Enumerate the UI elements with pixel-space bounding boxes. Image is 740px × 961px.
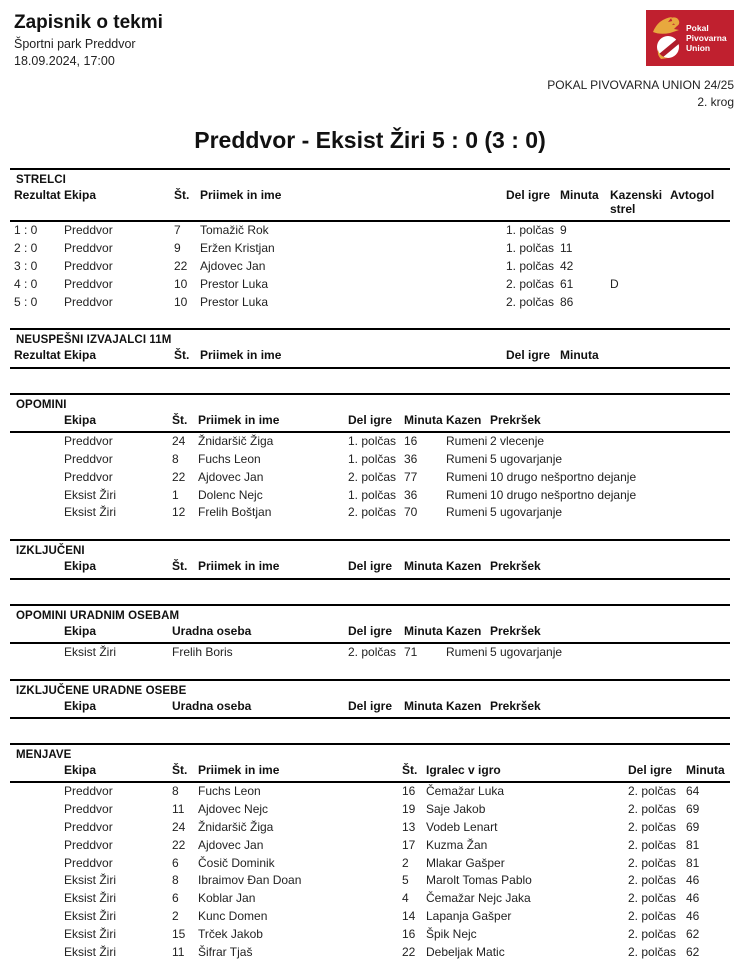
col-kazen: Kazen [446, 412, 482, 427]
col-prekrsek: Prekršek [490, 623, 541, 638]
cell-ekipa: Eksist Žiri [64, 505, 116, 520]
cell-minuta: 69 [686, 802, 700, 817]
cell-ekipa: Preddvor [64, 469, 113, 484]
cell-igralec: Čemažar Luka [426, 784, 505, 799]
cell-ekipa: Preddvor [64, 451, 113, 466]
strelci-table [10, 187, 730, 312]
opomini-row [10, 487, 730, 505]
cell-spacer [10, 908, 60, 926]
col-minuta: Minuta [404, 412, 443, 427]
cell-igralec: Mlakar Gašper [426, 855, 505, 870]
cell-minuta: 16 [404, 434, 418, 449]
col-spacer [10, 558, 60, 578]
cell-del-igre: 1. polčas [348, 434, 397, 449]
cell-st: 24 [172, 820, 186, 835]
cell-igralec: Debeljak Matic [426, 944, 505, 959]
cell-igralec: Vodeb Lenart [426, 820, 498, 835]
cell-rezultat: 2 : 0 [14, 241, 38, 256]
cell-ekipa: Preddvor [64, 802, 113, 817]
col-kazen: Kazen [446, 559, 482, 574]
col-prekrsek: Prekršek [490, 559, 541, 574]
col-st: Št. [174, 348, 190, 363]
menjave-row [10, 908, 730, 926]
cell-minuta: 46 [686, 873, 700, 888]
col-ekipa: Ekipa [64, 348, 97, 363]
cell-st: 9 [174, 241, 181, 256]
cell-kazenski-strel [606, 258, 666, 276]
cell-ekipa: Preddvor [64, 784, 113, 799]
cell-spacer [10, 469, 60, 487]
cell-del-igre: 2. polčas [628, 837, 677, 852]
logo-word-3: Union [686, 43, 711, 53]
col-avtogol: Avtogol [670, 187, 715, 202]
cell-del-igre: 2. polčas [628, 855, 677, 870]
cell-st: 8 [172, 784, 179, 799]
strelci-header-row [10, 187, 730, 222]
cell-del-igre: 2. polčas [628, 909, 677, 924]
col-minuta: Minuta [686, 763, 725, 778]
logo-word-1: Pokal [686, 23, 709, 33]
page-header [0, 0, 740, 111]
cell-st2: 14 [402, 909, 416, 924]
cell-minuta: 36 [404, 487, 418, 502]
cell-minuta: 36 [404, 451, 418, 466]
cell-st: 24 [172, 434, 186, 449]
cell-del-igre: 2. polčas [506, 276, 555, 291]
cell-minuta: 70 [404, 505, 418, 520]
cell-st: 10 [174, 294, 188, 309]
cell-st: 8 [172, 873, 179, 888]
cell-minuta: 46 [686, 909, 700, 924]
col-st: Št. [174, 187, 190, 202]
section-izkljuceni [10, 539, 730, 579]
cell-st2: 22 [402, 944, 416, 959]
menjave-row [10, 890, 730, 908]
col-del-igre: Del igre [348, 698, 393, 713]
cell-priimek: Žnidaršič Žiga [198, 820, 274, 835]
cell-ekipa: Eksist Žiri [64, 909, 116, 924]
strelci-row [10, 276, 730, 294]
cell-st2: 16 [402, 784, 416, 799]
cell-st2: 16 [402, 926, 416, 941]
cell-rezultat: 4 : 0 [14, 276, 38, 291]
col-spacer [10, 623, 60, 643]
opomini-header-row [10, 412, 730, 432]
cell-ekipa: Preddvor [64, 855, 113, 870]
strelci-row [10, 240, 730, 258]
col-kazen: Kazen [446, 698, 482, 713]
cell-minuta: 62 [686, 926, 700, 941]
cell-igralec: Kuzma Žan [426, 837, 488, 852]
menjave-row [10, 801, 730, 819]
cell-spacer [10, 504, 60, 522]
opomini-uradnim-header-row [10, 623, 730, 643]
cell-st: 11 [172, 944, 185, 959]
cell-priimek: Trček Jakob [198, 926, 263, 941]
cell-priimek: Fuchs Leon [198, 784, 261, 799]
cell-spacer [10, 643, 60, 662]
cell-igralec: Špik Nejc [426, 926, 477, 941]
col-del-igre: Del igre [348, 412, 393, 427]
cell-minuta: 9 [560, 223, 567, 238]
cell-minuta: 81 [686, 837, 700, 852]
col-del-igre: Del igre [348, 623, 393, 638]
cell-kazen: Rumeni [446, 487, 488, 502]
cell-kazen: Rumeni [446, 644, 488, 659]
cell-priimek: Tomažič Rok [200, 223, 269, 238]
opomini-row [10, 451, 730, 469]
col-st: Št. [172, 559, 188, 574]
col-priimek: Priimek in ime [200, 348, 282, 363]
section-title-opomini-uradnim: OPOMINI URADNIM OSEBAM [16, 609, 180, 622]
cell-st: 8 [172, 451, 179, 466]
col-priimek: Priimek in ime [198, 412, 280, 427]
pivovarna-union-logo [646, 10, 734, 71]
cell-spacer [10, 801, 60, 819]
cell-priimek: Žnidaršič Žiga [198, 434, 274, 449]
cell-minuta: 62 [686, 944, 700, 959]
col-uradna: Uradna oseba [172, 623, 252, 638]
logo-graphic [646, 10, 734, 66]
cell-igralec: Čemažar Nejc Jaka [426, 891, 531, 906]
section-neuspesni-11m [10, 328, 730, 368]
col-kazen: Kazen [446, 623, 482, 638]
cell-minuta: 86 [560, 294, 574, 309]
cell-ekipa: Preddvor [64, 241, 113, 256]
izkljucene-uradne-table [10, 698, 730, 719]
menjave-row [10, 872, 730, 890]
document-title: Zapisnik o tekmi [14, 12, 163, 33]
cell-del-igre: 1. polčas [348, 487, 397, 502]
cell-st: 22 [172, 837, 186, 852]
cell-spacer [10, 855, 60, 873]
menjave-row [10, 926, 730, 944]
cell-del-igre: 2. polčas [628, 784, 677, 799]
cell-prekrsek: 2 vlecenje [490, 434, 545, 449]
cell-uradna: Frelih Boris [172, 644, 233, 659]
cell-spacer [10, 432, 60, 451]
opomini-uradnim-table [10, 623, 730, 662]
izkljuceni-header-row [10, 558, 730, 578]
col-priimek: Priimek in ime [200, 187, 282, 202]
neuspesni-header-row [10, 347, 730, 367]
col-minuta: Minuta [560, 187, 599, 202]
cell-rezultat: 1 : 0 [14, 223, 38, 238]
cell-kazenski-strel [606, 294, 666, 312]
cell-rezultat: 3 : 0 [14, 258, 38, 273]
logo-word-2: Pivovarna [686, 33, 727, 43]
col-ekipa: Ekipa [64, 559, 97, 574]
cell-spacer [10, 890, 60, 908]
col-del-igre: Del igre [506, 187, 551, 202]
cell-kazen: Rumeni [446, 505, 488, 520]
cell-priimek: Čosič Dominik [198, 855, 275, 870]
venue-text: Športni park Preddvor [14, 36, 136, 51]
cell-del-igre: 2. polčas [348, 505, 397, 520]
col-rezultat: Rezultat [14, 348, 61, 363]
cell-priimek: Koblar Jan [198, 891, 256, 906]
cell-minuta: 11 [560, 241, 573, 256]
cell-spacer [10, 944, 60, 961]
cell-ekipa: Eksist Žiri [64, 873, 116, 888]
cell-priimek: Šifrar Tjaš [198, 944, 253, 959]
menjave-header-row [10, 762, 730, 782]
competition-name: POKAL PIVOVARNA UNION 24/25 [547, 78, 734, 92]
cell-spacer [10, 782, 60, 801]
section-title-strelci: STRELCI [16, 173, 66, 186]
cell-st2: 2 [402, 855, 409, 870]
cell-spacer [10, 837, 60, 855]
cell-st: 12 [172, 505, 186, 520]
cell-rezultat: 5 : 0 [14, 294, 38, 309]
cell-minuta: 64 [686, 784, 700, 799]
col-st2: Št. [402, 763, 418, 778]
cell-avtogol [666, 240, 730, 258]
menjave-row [10, 819, 730, 837]
cell-ekipa: Preddvor [64, 294, 113, 309]
cell-st: 6 [172, 855, 179, 870]
cell-igralec: Marolt Tomas Pablo [426, 873, 532, 888]
section-izkljucene-uradne [10, 679, 730, 719]
header-left [14, 10, 163, 111]
section-title-opomini: OPOMINI [16, 398, 67, 411]
col-ekipa: Ekipa [64, 187, 97, 202]
cell-prekrsek: 5 ugovarjanje [490, 505, 563, 520]
cell-kazen: Rumeni [446, 434, 488, 449]
cell-ekipa: Preddvor [64, 223, 113, 238]
cell-st: 7 [174, 223, 181, 238]
section-strelci [10, 168, 730, 312]
cell-ekipa: Preddvor [64, 820, 113, 835]
cell-ekipa: Eksist Žiri [64, 944, 116, 959]
cell-priimek: Ajdovec Jan [200, 258, 266, 273]
cell-spacer [10, 451, 60, 469]
section-title-neuspesni: NEUSPEŠNI IZVAJALCI 11M [16, 334, 172, 347]
cell-del-igre: 2. polčas [348, 644, 397, 659]
cell-del-igre: 1. polčas [348, 451, 397, 466]
col-prekrsek: Prekršek [490, 412, 541, 427]
section-title-izkljuceni: IZKLJUČENI [16, 545, 85, 558]
cell-igralec: Saje Jakob [426, 802, 486, 817]
cell-ekipa: Preddvor [64, 837, 113, 852]
cell-spacer [10, 872, 60, 890]
cell-avtogol [666, 276, 730, 294]
cell-spacer [10, 819, 60, 837]
cell-ekipa: Eksist Žiri [64, 487, 116, 502]
col-prekrsek: Prekršek [490, 698, 541, 713]
cell-kazenski-strel [606, 221, 666, 240]
cell-priimek: Ajdovec Jan [198, 469, 264, 484]
izkljuceni-table [10, 558, 730, 579]
cell-ekipa: Eksist Žiri [64, 644, 116, 659]
cell-prekrsek: 10 drugo nešportno dejanje [490, 469, 637, 484]
cell-ekipa: Eksist Žiri [64, 891, 116, 906]
cell-st2: 17 [402, 837, 416, 852]
section-opomini-uradnim [10, 604, 730, 662]
cell-del-igre: 1. polčas [506, 223, 555, 238]
round-label: 2. krog [697, 94, 734, 109]
cell-del-igre: 2. polčas [348, 469, 397, 484]
cell-spacer [10, 487, 60, 505]
col-minuta: Minuta [404, 559, 443, 574]
cell-priimek: Kunc Domen [198, 909, 268, 924]
cell-kazen: Rumeni [446, 451, 488, 466]
cell-st2: 13 [402, 820, 416, 835]
match-title: Preddvor - Eksist Žiri 5 : 0 (3 : 0) [194, 126, 546, 153]
col-ekipa: Ekipa [64, 698, 97, 713]
cell-st: 22 [174, 258, 188, 273]
cell-prekrsek: 5 ugovarjanje [490, 451, 563, 466]
col-spacer [10, 698, 60, 718]
cell-st2: 5 [402, 873, 409, 888]
menjave-row [10, 782, 730, 801]
cell-del-igre: 2. polčas [628, 873, 677, 888]
strelci-row [10, 221, 730, 240]
cell-kazenski-strel [606, 240, 666, 258]
cell-st: 6 [172, 891, 179, 906]
col-minuta: Minuta [560, 348, 599, 363]
cell-priimek: Prestor Luka [200, 276, 269, 291]
col-minuta: Minuta [404, 698, 443, 713]
strelci-row [10, 294, 730, 312]
cell-priimek: Frelih Boštjan [198, 505, 272, 520]
cell-del-igre: 2. polčas [628, 944, 677, 959]
opomini-uradnim-row [10, 643, 730, 662]
cell-priimek: Dolenc Nejc [198, 487, 263, 502]
cell-kazen: Rumeni [446, 469, 488, 484]
cell-ekipa: Preddvor [64, 276, 113, 291]
col-ekipa: Ekipa [64, 763, 97, 778]
cell-priimek: Ibraimov Đan Doan [198, 873, 302, 888]
cell-ekipa: Eksist Žiri [64, 926, 116, 941]
cell-del-igre: 2. polčas [628, 802, 677, 817]
cell-avtogol [666, 294, 730, 312]
cell-prekrsek: 5 ugovarjanje [490, 644, 563, 659]
cell-del-igre: 1. polčas [506, 258, 555, 273]
cell-del-igre: 2. polčas [628, 926, 677, 941]
opomini-row [10, 504, 730, 522]
cell-st2: 19 [402, 802, 416, 817]
section-title-menjave: MENJAVE [16, 749, 72, 762]
cell-st: 15 [172, 926, 186, 941]
opomini-row [10, 432, 730, 451]
col-ekipa: Ekipa [64, 623, 97, 638]
col-uradna: Uradna oseba [172, 698, 252, 713]
cell-igralec: Lapanja Gašper [426, 909, 512, 924]
cell-kazenski-strel: D [610, 276, 619, 291]
cell-priimek: Ajdovec Jan [198, 837, 264, 852]
cell-st2: 4 [402, 891, 409, 906]
opomini-row [10, 469, 730, 487]
col-del-igre: Del igre [348, 559, 393, 574]
col-st: Št. [172, 412, 188, 427]
strelci-row [10, 258, 730, 276]
col-ekipa: Ekipa [64, 412, 97, 427]
menjave-row [10, 837, 730, 855]
col-del-igre: Del igre [506, 348, 551, 363]
menjave-row [10, 855, 730, 873]
cell-minuta: 77 [404, 469, 418, 484]
cell-ekipa: Preddvor [64, 434, 113, 449]
menjave-table [10, 762, 730, 961]
neuspesni-table [10, 347, 730, 368]
cell-st: 1 [172, 487, 179, 502]
cell-del-igre: 1. polčas [506, 241, 555, 256]
cell-del-igre: 2. polčas [506, 294, 555, 309]
menjave-row [10, 944, 730, 961]
col-priimek: Priimek in ime [198, 559, 280, 574]
col-st: Št. [172, 763, 188, 778]
cell-ekipa: Preddvor [64, 258, 113, 273]
cell-minuta: 69 [686, 820, 700, 835]
cell-st: 10 [174, 276, 188, 291]
cell-priimek: Prestor Luka [200, 294, 269, 309]
col-spacer [10, 412, 60, 432]
col-del-igre: Del igre [628, 763, 673, 778]
col-kazenski-strel: Kazenski strel [610, 187, 663, 216]
col-igralec: Igralec v igro [426, 763, 501, 778]
cell-st: 11 [172, 802, 185, 817]
col-rezultat: Rezultat [14, 187, 61, 202]
cell-priimek: Eržen Kristjan [200, 241, 275, 256]
cell-minuta: 46 [686, 891, 700, 906]
cell-minuta: 61 [560, 276, 574, 291]
cell-priimek: Fuchs Leon [198, 451, 261, 466]
cell-spacer [10, 926, 60, 944]
izkljucene-uradne-header-row [10, 698, 730, 718]
section-title-izkljucene-uradne: IZKLJUČENE URADNE OSEBE [16, 684, 187, 697]
opomini-table [10, 412, 730, 522]
cell-st: 2 [172, 909, 179, 924]
datetime-text: 18.09.2024, 17:00 [14, 53, 115, 68]
col-priimek: Priimek in ime [198, 763, 280, 778]
col-minuta: Minuta [404, 623, 443, 638]
cell-del-igre: 2. polčas [628, 891, 677, 906]
section-menjave [10, 743, 730, 961]
cell-prekrsek: 10 drugo nešportno dejanje [490, 487, 637, 502]
col-spacer [10, 762, 60, 782]
section-opomini [10, 393, 730, 522]
cell-minuta: 81 [686, 855, 700, 870]
cell-priimek: Ajdovec Nejc [198, 802, 269, 817]
cell-avtogol [666, 221, 730, 240]
cell-st: 22 [172, 469, 186, 484]
header-right [474, 10, 734, 111]
cell-avtogol [666, 258, 730, 276]
cell-del-igre: 2. polčas [628, 820, 677, 835]
cell-minuta: 42 [560, 258, 574, 273]
cell-minuta: 71 [404, 644, 418, 659]
